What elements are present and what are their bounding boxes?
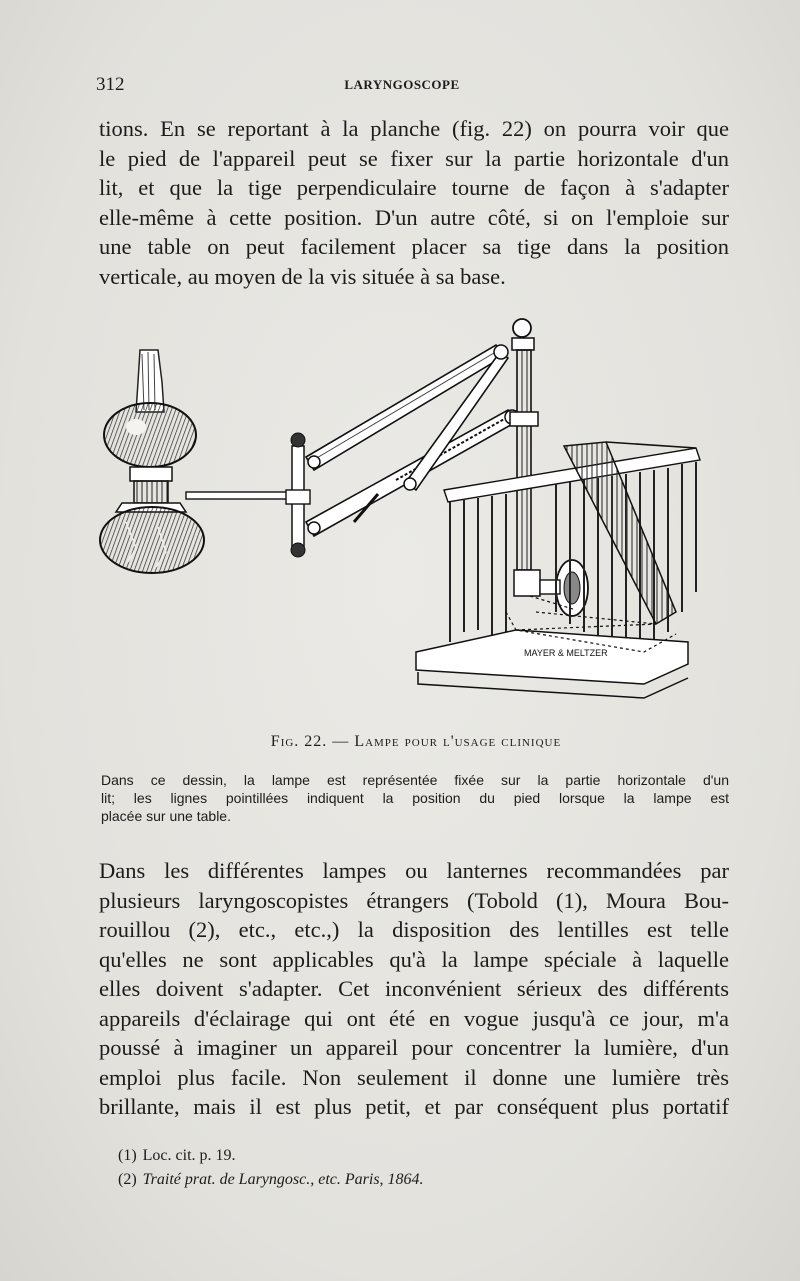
lamp-reservoir: [100, 507, 204, 573]
text-line: lit, et que la tige perpendiculaire tourne de façon à s'adapter: [99, 175, 729, 200]
legend-line: Dans ce dessin, la lampe est représentée fixée sur la partie horizontale d'un: [101, 772, 729, 788]
footnotes: [118, 1144, 718, 1192]
text-line: rouillou (2), etc., etc.,) la disposition des lentilles est telle: [99, 917, 729, 942]
maker-mark: MAYER & MELTZER: [524, 648, 608, 658]
text-line: brillante, mais il est plus petit, et par conséquent plus portatif: [99, 1094, 729, 1119]
figure-caption: [96, 733, 736, 751]
bed-frame: [444, 442, 700, 648]
footnote: [118, 1168, 718, 1192]
text-line: une table on peut facilement placer sa tige dans la position: [99, 234, 729, 259]
base-plate: [416, 596, 688, 698]
footnote-number: (2): [118, 1171, 137, 1188]
footnote-text: Loc. cit. p. 19.: [142, 1147, 236, 1164]
lamp-engraving: [96, 312, 716, 717]
footnote-number: (1): [118, 1147, 137, 1164]
figure-number: Fig. 22. —: [270, 733, 350, 750]
lamp-globe: [104, 403, 196, 467]
text-line: poussé à imaginer un appareil pour concentrer la lumière, d'un: [99, 1035, 729, 1060]
text-line: elle-même à cette position. D'un autre côté, si on l'emploie sur: [99, 204, 729, 230]
text-line: le pied de l'appareil peut se fixer sur la partie horizontale d'un: [99, 145, 729, 171]
text-line: emploi plus facile. Non seulement il donne une lumière très: [99, 1064, 729, 1090]
paragraph-main: [99, 856, 729, 1122]
lamp-burner: [116, 467, 186, 512]
text-line: appareils d'éclairage qui ont été en vogue jusqu'à ce jour, m'a: [99, 1005, 729, 1031]
support-rod: [186, 492, 298, 499]
text-line: plusieurs laryngoscopistes étrangers (Tobold (1), Moura Bou-: [99, 887, 729, 913]
legend-line: placée sur une table.: [101, 808, 231, 824]
joint-post: [286, 433, 310, 557]
running-title: LARYNGOSCOPE: [344, 77, 460, 92]
footnote: [118, 1144, 718, 1168]
text-line: Dans les différentes lampes ou lanternes recommandées par: [99, 858, 729, 883]
figure-legend: [101, 771, 729, 825]
footnote-text: Traité prat. de Laryngosc., etc. Paris, 1864.: [142, 1171, 424, 1188]
text-line: verticale, au moyen de la vis située à sa base.: [99, 263, 506, 289]
page-header: [96, 74, 708, 98]
lamp-illustration: [96, 312, 716, 717]
articulated-arm: [306, 345, 519, 536]
legend-line: lit; les lignes pointillées indiquent la position du pied lorsque la lampe est: [101, 790, 729, 806]
text-line: tions. En se reportant à la planche (fig. 22) on pourra voir que: [99, 116, 729, 141]
text-line: qu'elles ne sont applicables qu'à la lampe spéciale à laquelle: [99, 946, 729, 972]
figure-title: Lampe pour l'usage clinique: [354, 733, 562, 750]
paragraph-intro: [99, 114, 729, 291]
text-line: elles doivent s'adapter. Cet inconvénient sérieux des différents: [99, 976, 729, 1001]
page-number: 312: [96, 74, 125, 95]
